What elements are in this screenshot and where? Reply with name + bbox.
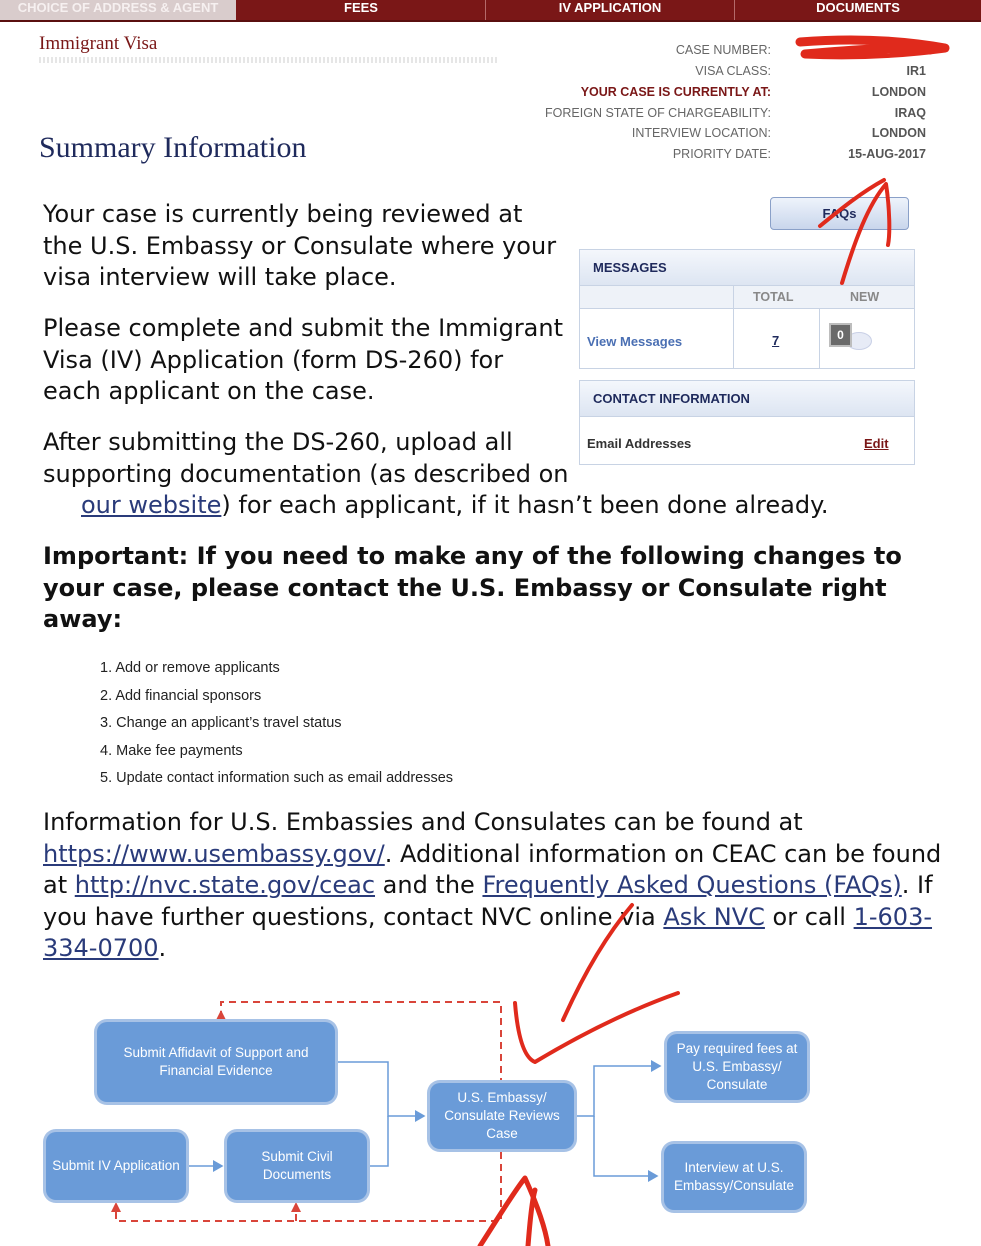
pay-fees-step: Pay required fees at U.S. Embassy/ Consulate	[667, 1034, 807, 1100]
embassy-review-step: U.S. Embassy/ Consulate Reviews Case	[430, 1083, 574, 1149]
upload-paragraph: After submitting the DS-260, upload all supporting documentation (as described on	[43, 428, 569, 488]
total-column-label: TOTAL	[753, 290, 794, 304]
iv-application-step: Submit IV Application	[46, 1132, 186, 1200]
priority-date-value: 15-AUG-2017	[848, 147, 926, 161]
instructions-paragraph: Please complete and submit the Immigrant Visa (IV) Application (form DS-260) for each applicant on the case.	[43, 314, 564, 405]
info-paragraph: Information for U.S. Embassies and Consulates can be found at https://www.usembassy.gov/. Additional information on CEAC can be found at http://nvc.state.gov/ceac and the Frequently Asked Questions (FAQs). If you have further questions, contact NVC online via Ask NVC or call 1-603-334-0700.	[43, 808, 942, 962]
faqs-link[interactable]: Frequently Asked Questions (FAQs)	[482, 871, 902, 899]
list-item: 1. Add or remove applicants	[100, 660, 280, 676]
our-website-link[interactable]: our website	[81, 491, 222, 519]
priority-date-label: PRIORITY DATE:	[672, 147, 771, 161]
interview-location-value: LONDON	[871, 126, 926, 140]
ceac-link[interactable]: http://nvc.state.gov/ceac	[74, 871, 376, 899]
messages-total-link[interactable]: 7	[772, 333, 780, 348]
edit-email-link[interactable]: Edit	[864, 436, 889, 451]
list-item: 3. Change an applicant’s travel status	[100, 715, 342, 731]
case-location-value: LONDON	[871, 85, 926, 99]
phone-link[interactable]: 1-603-334-0700	[43, 902, 933, 962]
important-notice: Important: If you need to make any of the following changes to your case, please contact the U.S. Embassy or Consulate right away:	[43, 542, 902, 633]
faqs-button[interactable]: FAQs	[770, 197, 909, 230]
tab-fees[interactable]: FEES	[237, 0, 486, 20]
usembassy-link[interactable]: https://www.usembassy.gov/	[43, 839, 385, 868]
tab-iv-application[interactable]: IV APPLICATION	[486, 0, 735, 20]
list-item: 5. Update contact information such as email addresses	[100, 770, 454, 786]
civil-documents-step: Submit Civil Documents	[227, 1132, 367, 1200]
contact-header: CONTACT INFORMATION	[580, 381, 914, 417]
view-messages-link[interactable]: View Messages	[587, 334, 683, 349]
tab-choice-of-address[interactable]: CHOICE OF ADDRESS & AGENT	[0, 0, 236, 20]
app-title: Immigrant Visa	[39, 33, 158, 54]
page-title: Summary Information	[39, 131, 307, 164]
list-item: 2. Add financial sponsors	[100, 687, 262, 704]
interview-step: Interview at U.S. Embassy/Consulate	[664, 1144, 804, 1210]
ask-nvc-link[interactable]: Ask NVC	[663, 902, 765, 931]
case-number-label: CASE NUMBER:	[675, 43, 771, 57]
affidavit-step: Submit Affidavit of Support and Financial Evidence	[97, 1022, 335, 1102]
messages-header: MESSAGES	[580, 250, 914, 286]
new-column-label: NEW	[850, 290, 880, 304]
chargeability-label: FOREIGN STATE OF CHARGEABILITY:	[545, 106, 771, 120]
interview-location-label: INTERVIEW LOCATION:	[631, 126, 771, 140]
case-location-label: YOUR CASE IS CURRENTLY AT:	[580, 85, 771, 99]
upload-paragraph-end: our website) for each applicant, if it hasn’t been done already.	[81, 491, 829, 519]
list-item: 4. Make fee payments	[100, 742, 243, 759]
new-messages-badge[interactable]: 0	[829, 323, 852, 347]
status-paragraph: Your case is currently being reviewed at the U.S. Embassy or Consulate where your visa interview will take place.	[43, 200, 557, 291]
visa-class-value: IR1	[906, 64, 926, 78]
visa-class-label: VISA CLASS:	[695, 64, 771, 78]
chargeability-value: IRAQ	[894, 106, 926, 120]
email-addresses-label: Email Addresses	[587, 436, 692, 451]
tab-documents[interactable]: DOCUMENTS	[816, 0, 900, 15]
